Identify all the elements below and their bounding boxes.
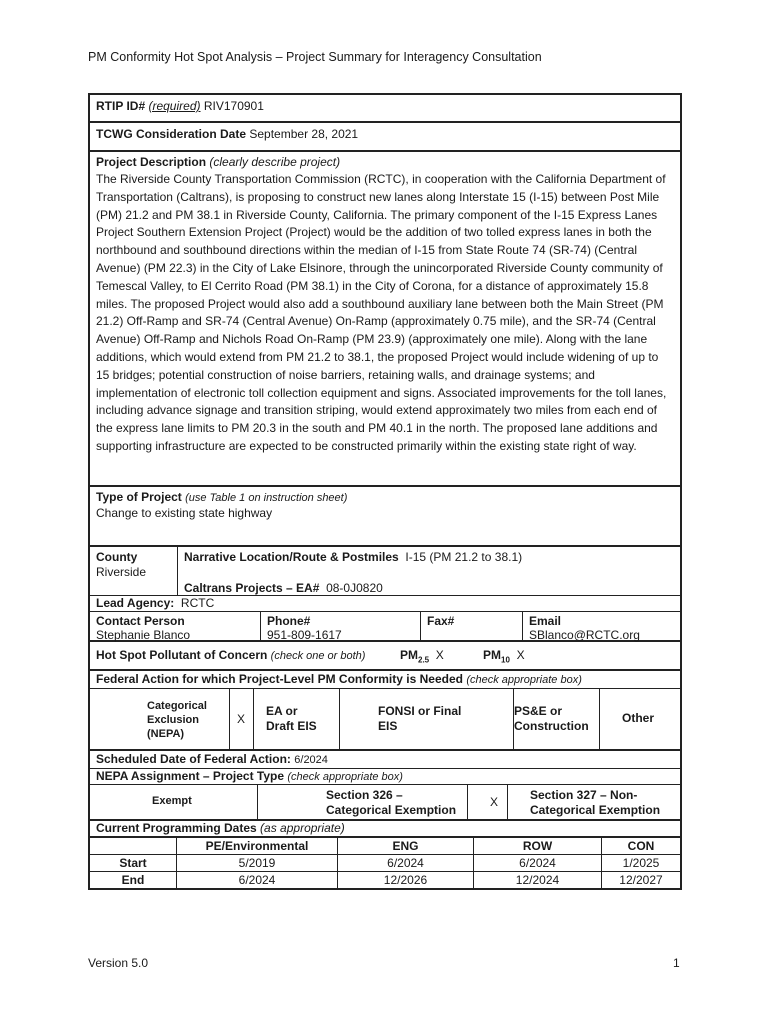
- footer-version: Version 5.0: [88, 956, 149, 970]
- rtip-row: [90, 95, 680, 123]
- table-cell: 6/2024: [338, 855, 474, 872]
- tcwg-row: [90, 123, 680, 152]
- page-header: PM Conformity Hot Spot Analysis – Project Summary for Interagency Consultation: [88, 50, 542, 64]
- table-row: [90, 855, 680, 872]
- column-header: ROW: [474, 838, 602, 855]
- pm10-sub: 10: [501, 655, 510, 665]
- type-note: (use Table 1 on instruction sheet): [185, 492, 348, 504]
- contact-person-value: Stephanie Blanco: [96, 628, 191, 642]
- county-label: County: [96, 550, 138, 564]
- lead-agency-value: RCTC: [180, 596, 215, 610]
- type-of-project-row: [90, 487, 680, 547]
- scheduled-row: [90, 751, 680, 769]
- pm10-mark: X: [516, 648, 525, 662]
- rtip-note: (required): [148, 99, 201, 113]
- tcwg-label: TCWG Consideration Date: [96, 127, 247, 141]
- table-cell: 12/2027: [602, 872, 681, 889]
- fax-label: Fax#: [427, 614, 455, 628]
- table-cell: 6/2024: [177, 872, 338, 889]
- exempt-label: Exempt: [152, 795, 192, 807]
- scheduled-value: 6/2024: [294, 754, 328, 766]
- table-cell: 6/2024: [474, 855, 602, 872]
- table-header-row: [90, 838, 680, 855]
- row-label: Start: [90, 855, 177, 872]
- contact-person-label: Contact Person: [96, 614, 185, 628]
- rtip-value: RIV170901: [203, 99, 264, 113]
- section-326-label: Section 326 – Categorical Exemption: [326, 788, 457, 817]
- column-header: ENG: [338, 838, 474, 855]
- email-value: SBlanco@RCTC.org: [529, 628, 640, 642]
- nepa-label: NEPA Assignment – Project Type: [96, 769, 285, 783]
- programming-table-wrap: [90, 837, 680, 888]
- section-327-mark: X: [490, 795, 499, 809]
- federal-action-label: Federal Action for which Project-Level PM Conformity is Needed: [96, 672, 463, 686]
- pollutant-label: Hot Spot Pollutant of Concern: [96, 648, 268, 662]
- programming-label: Current Programming Dates: [96, 821, 257, 835]
- phone-value: 951-809-1617: [267, 628, 342, 642]
- location-row: [90, 547, 680, 596]
- nepa-note: (check appropriate box): [287, 771, 403, 783]
- pm25-label: PM: [400, 648, 418, 662]
- table-cell: 12/2026: [338, 872, 474, 889]
- lead-agency-label: Lead Agency:: [96, 596, 175, 610]
- fonsi-final-eis-label: FONSI or Final EIS: [378, 704, 462, 733]
- narrative-label: Narrative Location/Route & Postmiles: [184, 550, 399, 564]
- contact-row: [90, 612, 680, 642]
- section-327-label: Section 327 – Non-Categorical Exemption: [530, 788, 661, 817]
- tcwg-value: September 28, 2021: [249, 127, 359, 141]
- ea-draft-eis-label: EA or Draft EIS: [266, 704, 317, 733]
- scheduled-label: Scheduled Date of Federal Action:: [96, 752, 291, 766]
- federal-action-header: [90, 671, 680, 689]
- row-label: End: [90, 872, 177, 889]
- email-label: Email: [529, 614, 562, 628]
- categorical-exclusion-mark: X: [237, 712, 246, 726]
- column-header: CON: [602, 838, 681, 855]
- other-label: Other: [622, 711, 655, 725]
- caltrans-label: Caltrans Projects – EA#: [184, 581, 320, 595]
- rtip-label: RTIP ID#: [96, 99, 146, 113]
- programming-table: [90, 837, 680, 888]
- pse-construction-label: PS&E or Construction: [514, 704, 589, 733]
- footer-page-number: 1: [673, 956, 680, 970]
- programming-header: [90, 821, 680, 837]
- description-label: Project Description: [96, 155, 207, 169]
- nepa-header: [90, 769, 680, 785]
- type-value: Change to existing state highway: [96, 506, 273, 520]
- federal-action-note: (check appropriate box): [466, 674, 582, 686]
- phone-label: Phone#: [267, 614, 311, 628]
- description-row: [90, 152, 680, 487]
- table-cell: 5/2019: [177, 855, 338, 872]
- type-label: Type of Project: [96, 490, 182, 504]
- table-cell: 12/2024: [474, 872, 602, 889]
- county-value: Riverside: [96, 565, 147, 579]
- description-note: (clearly describe project): [209, 155, 341, 169]
- pollutant-note: (check one or both): [270, 650, 366, 662]
- caltrans-value: 08-0J0820: [326, 581, 383, 595]
- pm10-label: PM: [483, 648, 501, 662]
- categorical-exclusion-label: Categorical Exclusion (NEPA): [147, 700, 207, 740]
- lead-agency-row: [90, 596, 680, 612]
- narrative-value: I-15 (PM 21.2 to 38.1): [405, 550, 523, 564]
- programming-note: (as appropriate): [260, 821, 345, 835]
- column-header: PE/Environmental: [177, 838, 338, 855]
- column-header: [90, 838, 177, 855]
- table-row: [90, 872, 680, 889]
- nepa-options: [90, 785, 680, 821]
- pm25-sub: 2.5: [418, 655, 430, 665]
- pollutant-row: [90, 642, 680, 671]
- description-text: The Riverside County Transportation Commission (RCTC), in cooperation with the California Department of Transportation (Caltrans), is proposing to construct new lanes along Interstate 15 (I-15) between Post Mile (PM) 21.2 and PM 38.1 in Riverside County, California. The primary component of the I-15 Express Lanes Project Southern Extension Project (Project) would be the addition of two tolled express lanes in both the northbound and southbound directions within the median of I-15 from State Route 74 (SR-74) (Central Avenue) (PM 22.3) in the City of Lake Elsinore, through the unincorporated Riverside County community of Temescal Valley, to El Cerrito Road (PM 38.1) in the City of Corona, for a distance of approximately 15.8 miles. The proposed Project would also add a southbound auxiliary lane between both the Main Street (PM 21.2) Off-Ramp and SR-74 (Central Avenue) On-Ramp (approximately 0.75 mile), and the SR-74 (Central Avenue) Off-Ramp and Nichols Road On-Ramp (PM 23.9) (approximately one mile). Along with the lane additions, which would extend from PM 21.2 to 38.1, the proposed Project would include widening of up to 15 bridges; potential construction of noise barriers, retaining walls, and drainage systems; and implementation of electronic toll collection equipment and signs. Associated improvements for the toll lanes, including advance signage and transition striping, would extend approximately two miles from each end of the express lane limits to PM 20.3 in the south and PM 40.1 in the north. The proposed lane additions and supporting infrastructure are expected to be constructed primarily within the existing state right of way.: [96, 172, 667, 453]
- pm25-mark: X: [435, 648, 444, 662]
- federal-action-options: [90, 689, 680, 751]
- project-summary-form: [88, 93, 682, 890]
- table-cell: 1/2025: [602, 855, 681, 872]
